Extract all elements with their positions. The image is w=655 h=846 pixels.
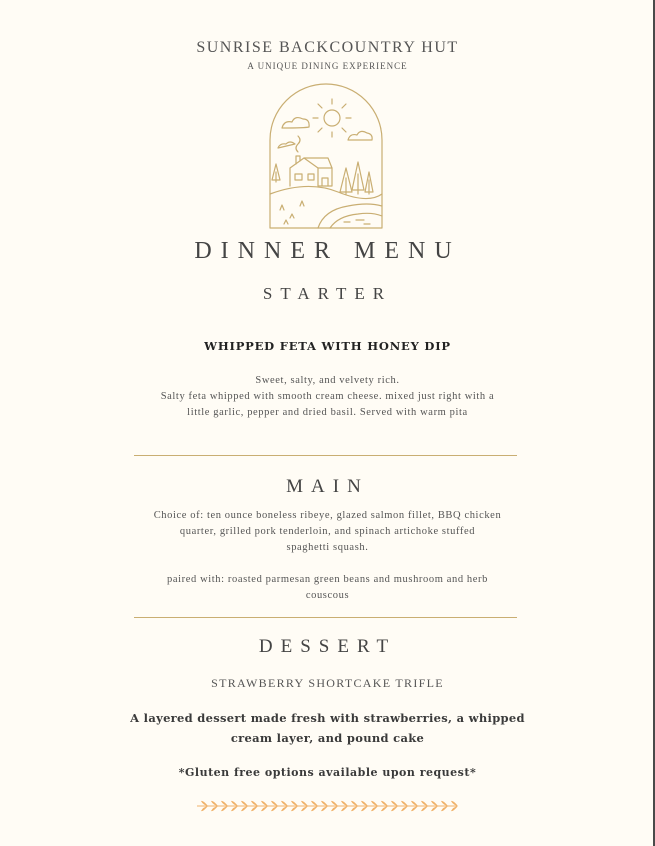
dessert-desc-line: cream layer, and pound cake	[230, 731, 425, 745]
divider-rule	[134, 617, 517, 618]
main-paired-line: couscous	[305, 590, 350, 601]
hut-title: SUNRISE BACKCOUNTRY HUT	[196, 39, 459, 56]
starter-dish-name: WHIPPED FETA WITH HONEY DIP	[204, 339, 451, 353]
main-paired-line: paired with: roasted parmesan green beans and mushroom and herb	[167, 574, 488, 585]
main-choice-line: spaghetti squash.	[286, 542, 369, 553]
dessert-dish-name: STRAWBERRY SHORTCAKE TRIFLE	[211, 676, 444, 690]
dessert-description	[0, 708, 655, 748]
starter-desc-line: Salty feta whipped with smooth cream cheese. mixed just right with a	[160, 391, 495, 402]
cabin-landscape-arch-icon	[268, 82, 384, 230]
starter-desc-line: little garlic, pepper and dried basil. Served with warm pita	[187, 407, 468, 418]
gluten-free-note: *Gluten free options available upon request*	[178, 766, 477, 779]
main-choice-line: quarter, grilled pork tenderloin, and spinach artichoke stuffed	[179, 526, 476, 537]
starter-description	[0, 373, 655, 421]
dessert-heading: DESSERT	[258, 636, 397, 657]
hut-subtitle: A UNIQUE DINING EXPERIENCE	[247, 61, 408, 71]
divider-rule	[134, 455, 517, 456]
main-heading: MAIN	[286, 476, 369, 497]
starter-heading: STARTER	[262, 284, 393, 303]
main-choices	[0, 508, 655, 556]
menu-title: DINNER MENU	[194, 238, 461, 264]
dessert-desc-line: A layered dessert made fresh with strawberries, a whipped	[130, 711, 525, 725]
starter-desc-line: Sweet, salty, and velvety rich.	[255, 375, 400, 386]
main-pairing	[0, 572, 655, 604]
main-choice-line: Choice of: ten ounce boneless ribeye, glazed salmon fillet, BBQ chicken	[153, 510, 502, 521]
leaf-garland-ornament-icon	[195, 799, 459, 813]
